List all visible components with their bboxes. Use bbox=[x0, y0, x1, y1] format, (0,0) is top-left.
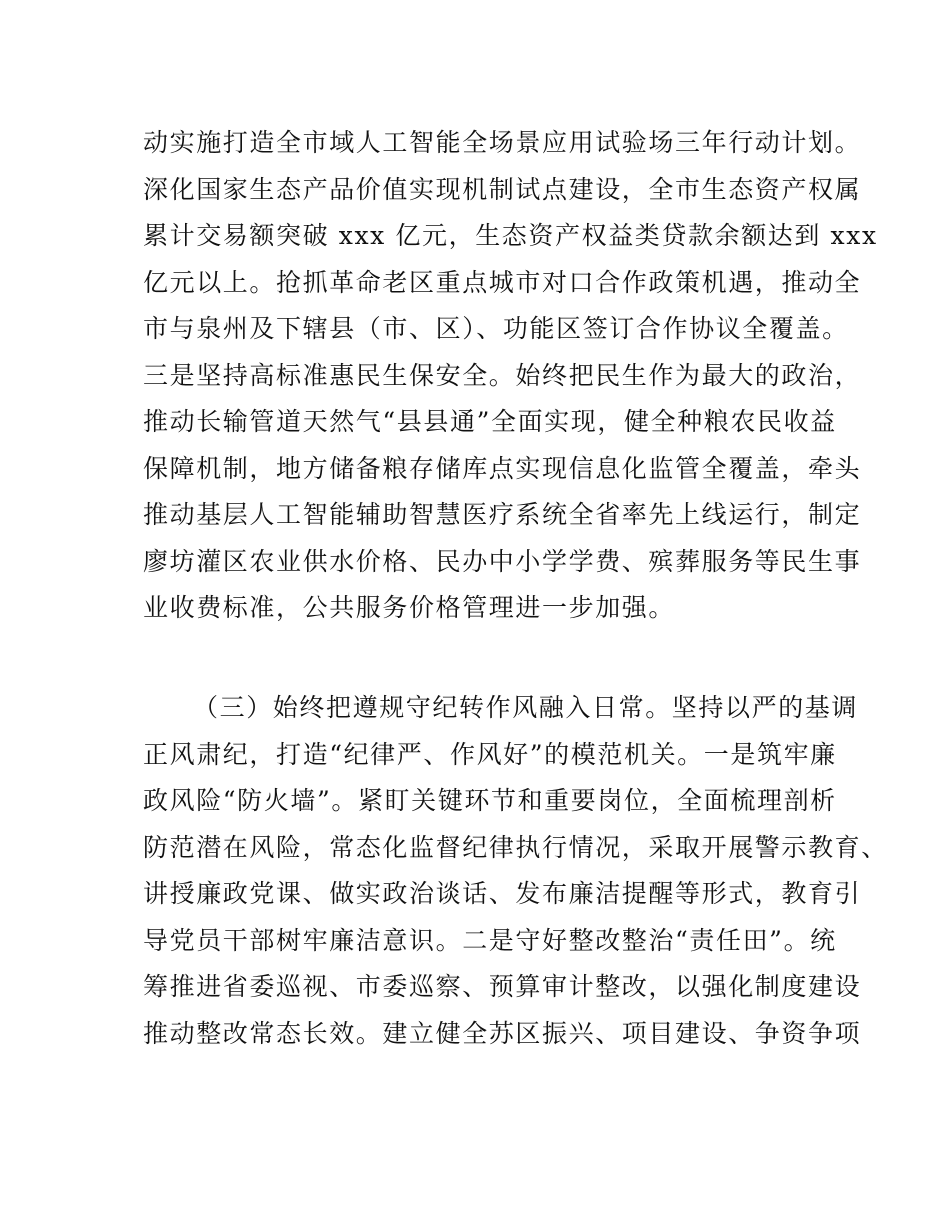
paragraph-line: 市与泉州及下辖县（市、区）、功能区签订合作协议全覆盖。 bbox=[143, 314, 849, 343]
paragraph-line: 正风肃纪，打造“纪律严、作风好”的模范机关。一是筑牢廉 bbox=[143, 739, 837, 769]
paragraph-2 bbox=[143, 685, 888, 1057]
paragraph-line: 筹推进省委巡视、市委巡察、预算审计整改，以强化制度建设 bbox=[143, 972, 862, 1001]
paragraph-line-first: （三）始终把遵规守纪转作风融入日常。坚持以严的基调 bbox=[193, 693, 859, 722]
paragraph-line: 导党员干部树牢廉洁意识。二是守好整改整治“责任田”。统 bbox=[143, 925, 837, 955]
paragraph-line: 推动基层人工智能辅助智慧医疗系统全省率先上线运行，制定 bbox=[143, 500, 862, 529]
paragraph-line: 政风险“防火墙”。紧盯关键环节和重要岗位，全面梳理剖析 bbox=[143, 786, 837, 815]
paragraph-line: 推动整改常态长效。建立健全苏区振兴、项目建设、争资争项 bbox=[143, 1018, 862, 1048]
paragraph-line: 累计交易额突破 xxx 亿元，生态资产权益类贷款余额达到 xxx bbox=[143, 221, 878, 250]
paragraph-line: 推动长输管道天然气“县县通”全面实现，健全种粮农民收益 bbox=[143, 407, 837, 436]
paragraph-line: 讲授廉政党课、做实政治谈话、发布廉洁提醒等形式，教育引 bbox=[143, 879, 862, 908]
paragraph-line: 防范潜在风险，常态化监督纪律执行情况，采取开展警示教育、 bbox=[143, 832, 888, 862]
paragraph-1 bbox=[143, 120, 878, 632]
paragraph-line: 深化国家生态产品价值实现机制试点建设，全市生态资产权属 bbox=[143, 174, 862, 204]
paragraph-line: 亿元以上。抢抓革命老区重点城市对口合作政策机遇，推动全 bbox=[143, 267, 862, 297]
paragraph-line: 业收费标准，公共服务价格管理进一步加强。 bbox=[143, 593, 676, 622]
paragraph-line: 三是坚持高标准惠民生保安全。始终把民生作为最大的政治， bbox=[143, 360, 862, 390]
paragraph-line: 廖坊灌区农业供水价格、民办中小学学费、殡葬服务等民生事 bbox=[143, 546, 862, 576]
paragraph-line: 动实施打造全市域人工智能全场景应用试验场三年行动计划。 bbox=[143, 128, 862, 157]
paragraph-line: 保障机制，地方储备粮存储库点实现信息化监管全覆盖，牵头 bbox=[143, 453, 862, 483]
